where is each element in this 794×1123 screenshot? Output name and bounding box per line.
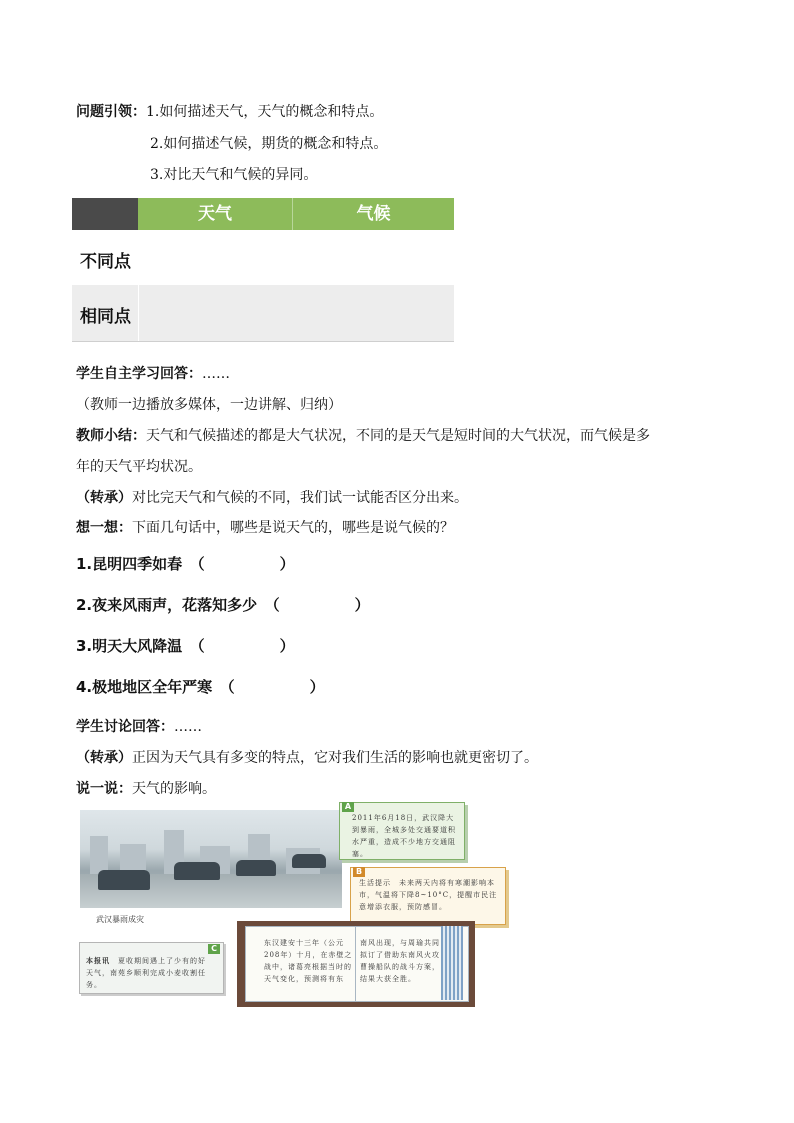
table-row-similarities: [72, 285, 454, 342]
car: [292, 854, 326, 868]
student-answer-label: 学生自主学习回答：: [76, 366, 202, 382]
say-line: [76, 778, 216, 798]
tag-a: A: [342, 802, 354, 812]
question-3: 3.明天大风降温 （ ）: [76, 637, 295, 655]
row-label-differences: 不同点: [80, 252, 131, 272]
guide-question-1: 1.如何描述天气，天气的概念和特点。: [146, 104, 384, 120]
transition-line-2: [76, 747, 538, 767]
question-2: 2.夜来风雨声，花落知多少 （ ）: [76, 596, 370, 614]
open-book: [237, 921, 475, 1007]
book-right-text: 南风出现，与周瑜共同拟订了借助东南风火攻曹操船队的战斗方案，结果大获全胜。: [360, 939, 440, 983]
table-header-empty: [72, 198, 138, 230]
summary-line-1: [76, 425, 650, 445]
summary-label: 教师小结：: [76, 428, 146, 444]
note-box-c: [79, 942, 224, 994]
note-box-b: [350, 867, 506, 925]
guide-question-3: 3.对比天气和气候的异同。: [150, 167, 318, 183]
guide-question-2: 2.如何描述气候，期货的概念和特点。: [150, 136, 388, 152]
think-text: 下面几句话中，哪些是说天气的，哪些是说气候的？: [132, 520, 454, 536]
say-text: 天气的影响。: [132, 781, 216, 797]
row-label-similarities: 相同点: [80, 307, 131, 327]
table-header-climate: 气候: [293, 198, 454, 230]
summary-text-2: 年的天气平均状况。: [76, 459, 202, 475]
car: [236, 860, 276, 876]
transition-label-1: （转承）: [76, 490, 132, 506]
table-row-differences: [72, 230, 454, 284]
transition-text-1: 对比完天气和气候的不同，我们试一试能否区分出来。: [132, 490, 468, 506]
tag-b: B: [353, 867, 365, 877]
car: [98, 870, 150, 890]
box-b-text: 生活提示 未来两天内将有寒潮影响本市，气温将下降8~10°C，提醒市民注意增添衣服，预防感冒。: [359, 879, 498, 911]
say-label: 说一说：: [76, 781, 132, 797]
note-box-a: [339, 802, 465, 860]
box-c-text: 夏收期间遇上了少有的好天气，南苑乡顺利完成小麦收割任务。: [86, 957, 206, 989]
tag-c: C: [208, 944, 220, 954]
think-line: [76, 517, 454, 537]
student-answer-text: ……: [202, 366, 230, 382]
discussion-text: ……: [174, 719, 202, 735]
comparison-table: [72, 198, 454, 344]
question-1: 1.昆明四季如春 （ ）: [76, 555, 295, 573]
summary-text-1: 天气和气候描述的都是大气状况，不同的是天气是短时间的大气状况，而气候是多: [146, 428, 650, 444]
student-answer-line: [76, 363, 230, 383]
question-4: 4.极地地区全年严寒 （ ）: [76, 678, 325, 696]
box-c-label: 本报讯: [86, 956, 110, 965]
table-header-weather: 天气: [138, 198, 293, 230]
transition-text-2: 正因为天气具有多变的特点，它对我们生活的影响也就更密切了。: [132, 750, 538, 766]
guide-label: 问题引领：: [76, 104, 146, 120]
transition-label-2: （转承）: [76, 750, 132, 766]
column-divider: [138, 285, 139, 341]
guide-line-1: [76, 101, 383, 121]
page-edge-right: [441, 926, 463, 1000]
box-c-body: [86, 955, 212, 991]
flood-photo: [80, 810, 342, 908]
box-a-text: 2011年6月18日，武汉降大到暴雨，全城多处交通要道积水严重，造成不少地方交通阻塞。: [352, 814, 456, 858]
car: [174, 862, 220, 880]
transition-line-1: [76, 487, 468, 507]
discussion-label: 学生讨论回答：: [76, 719, 174, 735]
building: [90, 836, 108, 874]
book-left-text: 东汉建安十三年（公元208年）十月，在赤壁之战中，诸葛亮根据当时的天气变化，预测将有东: [264, 939, 353, 983]
teacher-note: （教师一边播放多媒体，一边讲解、归纳）: [76, 397, 342, 413]
photo-caption: 武汉暴雨成灾: [96, 915, 144, 924]
think-label: 想一想：: [76, 520, 132, 536]
discussion-line: [76, 716, 202, 736]
book-page-left: [245, 926, 359, 1002]
